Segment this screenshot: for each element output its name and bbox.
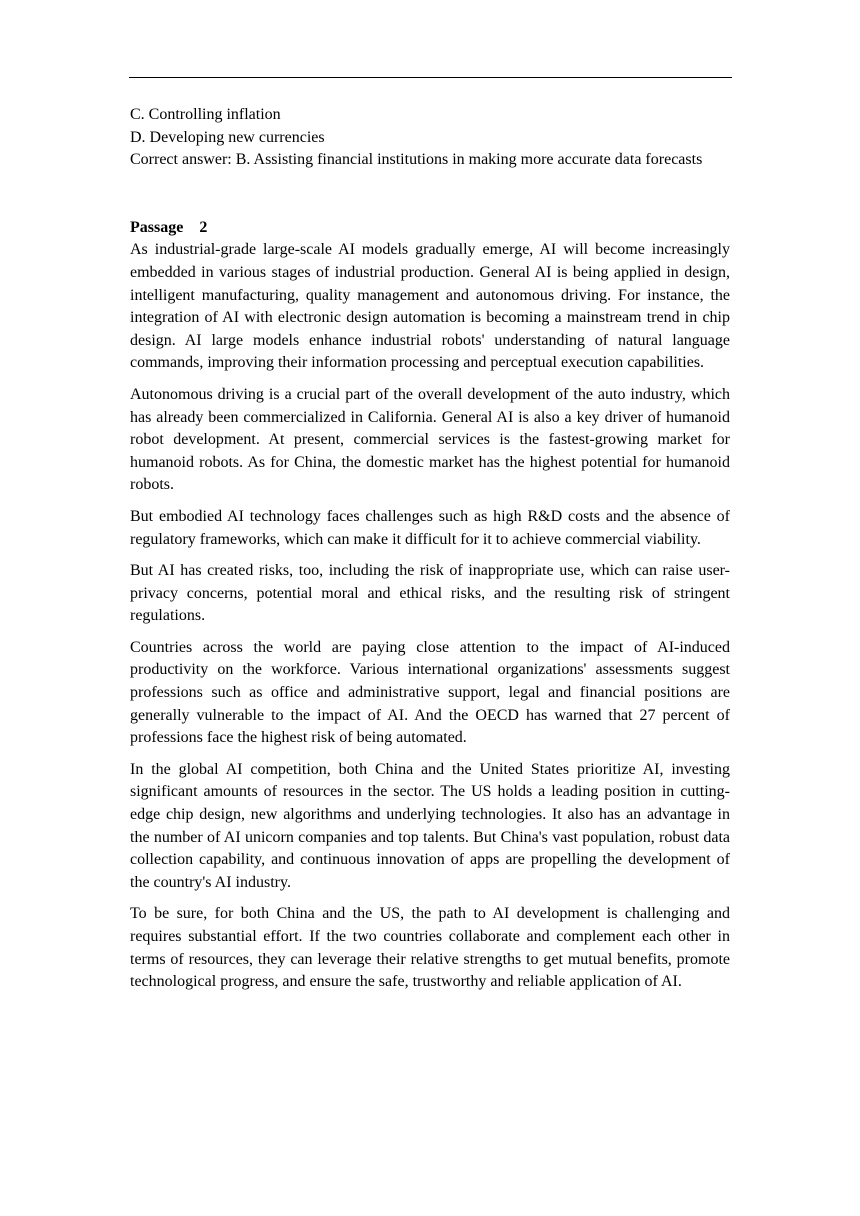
passage-paragraph: But AI has created risks, too, including the risk of inappropriate use, which can raise user-privacy concerns, potential moral and ethical risks, and the resulting risk of stringent regulations. [130, 562, 730, 625]
answer-option-c: C. Controlling inflation [130, 106, 281, 123]
passage-paragraph: Countries across the world are paying close attention to the impact of AI-induced productivity on the workforce. Various international organizations' assessments suggest professions such as office and administrative support, legal and financial positions are generally vulnerable to the impact of AI. And the OECD has warned that 27 percent of professions face the highest risk of being automated. [130, 638, 730, 747]
passage-paragraph: As industrial-grade large-scale AI models gradually emerge, AI will become increasingly embedded in various stages of industrial production. General AI is being applied in design, intelligent manufacturing, quality management and autonomous driving. For instance, the integration of AI with electronic design automation is becoming a mainstream trend in chip design. AI large models enhance industrial robots' understanding of natural language commands, improving their information processing and perceptual execution capabilities. [130, 241, 730, 372]
header-rule [129, 77, 732, 78]
page-content [130, 104, 730, 1003]
passage-paragraph: To be sure, for both China and the US, the path to AI development is challenging and requires substantial effort. If the two countries collaborate and complement each other in terms of resources, they can leverage their relative strengths to get mutual benefits, promote technological progress, and ensure the safe, trustworthy and reliable application of AI. [130, 905, 730, 991]
passage-paragraph: In the global AI competition, both China and the United States prioritize AI, investing significant amounts of resources in the sector. The US holds a leading position in cutting-edge chip design, new algorithms and underlying technologies. It also has an advantage in the number of AI unicorn companies and top talents. But China's vast population, robust data collection capability, and continuous innovation of apps are propelling the development of the country's AI industry. [130, 760, 730, 891]
passage-paragraph: But embodied AI technology faces challenges such as high R&D costs and the absence of regulatory frameworks, which can make it difficult for it to achieve commercial viability. [130, 507, 730, 548]
correct-answer: Correct answer: B. Assisting financial institutions in making more accurate data forecasts [130, 151, 703, 169]
passage-title: Passage 2 [130, 218, 208, 236]
passage-paragraph: Autonomous driving is a crucial part of the overall development of the auto industry, which has already been commercialized in California. General AI is also a key driver of humanoid robot development. At present, commercial services is the fastest-growing market for humanoid robots. As for China, the domestic market has the highest potential for humanoid robots. [130, 385, 730, 494]
answer-option-d: D. Developing new currencies [130, 128, 325, 146]
section-gap [130, 172, 730, 217]
